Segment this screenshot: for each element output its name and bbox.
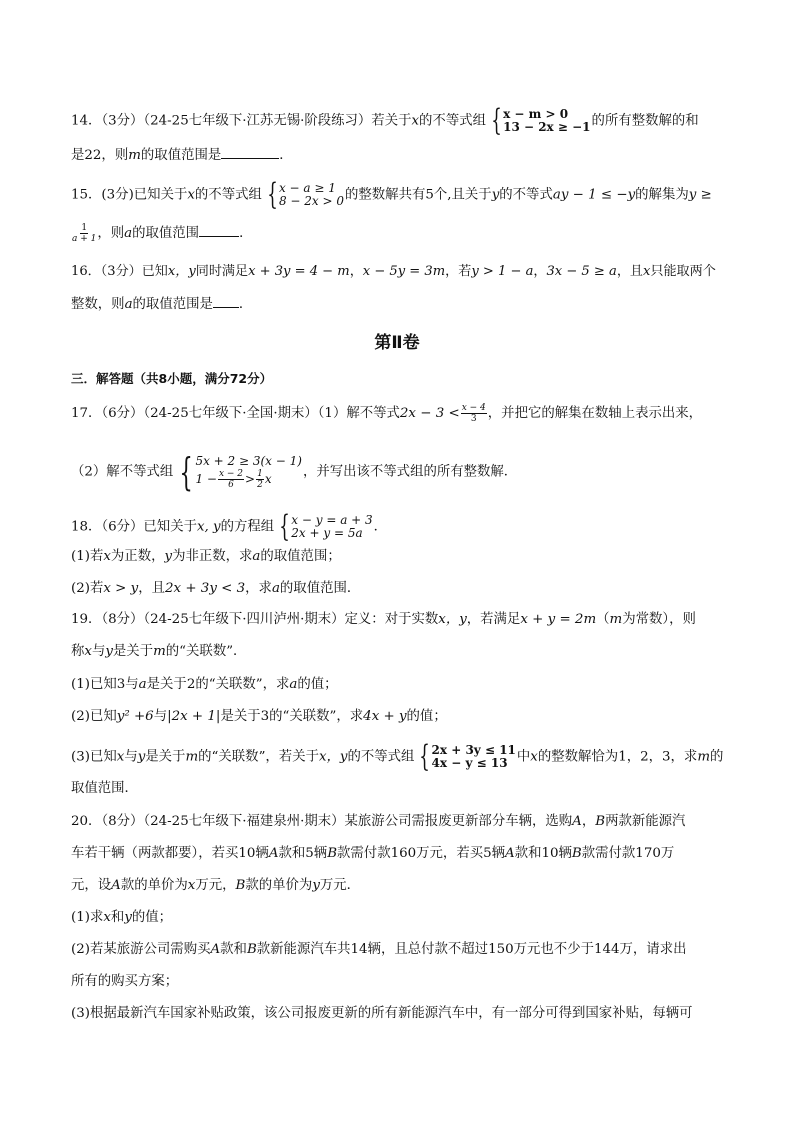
q20-part2-line2 <box>71 972 726 992</box>
q20-B2: B <box>327 846 338 861</box>
q18-head: 18．（6分）已知关于 <box>71 519 197 535</box>
left-brace-icon: { <box>491 103 502 138</box>
q15-frac-den: a + 1 <box>72 234 97 244</box>
q19-paren-b: 为常数），则 <box>622 612 696 627</box>
q19-p2b: 与 <box>153 709 168 724</box>
q20-line3 <box>71 876 726 896</box>
q20-line3c: 万元， <box>195 878 236 893</box>
q19-m2: m <box>153 644 166 659</box>
q19-p3x2: x <box>530 749 538 765</box>
q19-part3-line2 <box>71 779 726 799</box>
q18-p2a2: a <box>271 581 280 596</box>
q15-line2 <box>71 222 726 244</box>
q20-p2B: B <box>246 942 257 957</box>
q15-frac-num: 1 <box>81 223 88 233</box>
q19-p2e3: 4x + y <box>363 709 407 724</box>
q20-line2e: 款需付款170万 <box>581 846 675 861</box>
q18-p2c1: x > y <box>103 581 139 596</box>
q18-vars-xy: x, y <box>196 519 221 535</box>
q19-p3d: 的“关联数”，若关于 <box>198 749 319 765</box>
q18-line1 <box>71 509 726 544</box>
q19-p3c: 是关于 <box>145 749 186 765</box>
q18-p1y: y <box>164 549 173 564</box>
q18-mid: 的方程组 <box>220 519 275 535</box>
q17-inequality-system <box>174 450 302 494</box>
q17-line2a: （2）解不等式组 <box>71 464 174 480</box>
q16-vars-xy: x，y <box>167 264 196 279</box>
q16-line2a: 整数，则 <box>71 297 125 312</box>
q20-B3: B <box>571 846 582 861</box>
q20-p1y: y <box>124 910 132 925</box>
q19-mid: ，若满足 <box>466 612 521 627</box>
left-brace-icon: { <box>267 177 278 212</box>
q20-line3d: 款的单价为 <box>245 878 313 893</box>
q19-line1 <box>71 610 726 630</box>
q20-line1c: 两款新能源汽 <box>605 814 686 829</box>
q19-ineq2: 4x − y ≤ 13 <box>431 756 508 770</box>
q15-var-a: a <box>124 226 133 241</box>
q19-paren-a: （ <box>596 612 610 627</box>
q17-ineq1: 5x + 2 ≥ 3(x − 1) <box>195 454 302 468</box>
q15-line1 <box>71 177 726 212</box>
q15-fraction <box>72 223 96 244</box>
q19-var-m: m <box>609 612 623 627</box>
q20-p2b: 款和 <box>220 942 247 957</box>
q19-p3g: 的整数解恰为1，2，3，求 <box>537 749 698 765</box>
q19-line2d: 的“关联数”． <box>165 644 247 659</box>
q20-A: A <box>572 814 582 829</box>
q14-line1 <box>71 103 726 138</box>
q15-var-y: y <box>491 187 500 203</box>
q15-inequality-system <box>263 177 345 212</box>
q20-p1c: 的值； <box>131 910 173 925</box>
q20-A2: A <box>268 846 279 861</box>
q14-end: ． <box>279 148 293 163</box>
q15-answer-blank[interactable] <box>199 222 239 237</box>
q19-line2 <box>71 642 726 662</box>
q20-A4: A <box>111 878 121 893</box>
q14-line2 <box>71 144 726 166</box>
q17-expr: 2x − 3 < <box>399 406 460 421</box>
q19-p3x: x <box>116 749 125 765</box>
q20-line1 <box>71 812 726 832</box>
part-title: 第Ⅱ卷 <box>374 333 420 353</box>
q15-ineq3: ay − 1 ≤ −y <box>552 187 636 203</box>
q19-p3e: 的不等式组 <box>347 749 415 765</box>
q15-end: ． <box>239 226 253 241</box>
q20-line1a: 20．（8分）（24-25七年级下·福建泉州·期末）某旅游公司需报废更新部分车辆，选购 <box>71 814 573 829</box>
q15-var-x: x <box>187 187 195 203</box>
q18-end: ． <box>373 519 388 535</box>
q18-eq1: x − y = a + 3 <box>291 513 373 527</box>
q20-p1b: 和 <box>110 910 125 925</box>
q15-mid4: 的解集为 <box>635 187 689 203</box>
q20-line1b: ， <box>581 814 596 829</box>
q17-head: 17．（6分）（24-25七年级下·全国·期末）（1）解不等式 <box>71 406 400 421</box>
q17-ineq2-den: 6 <box>228 480 234 490</box>
q16-tail: 只能取两个 <box>650 264 716 279</box>
q17-ineq2a: 1 − <box>195 472 217 486</box>
q20-part3 <box>71 1004 726 1024</box>
q17-tail: ，并把它的解集在数轴上表示出来， <box>487 406 703 421</box>
q19-p2c: 是关于3的“关联数”，求 <box>220 709 364 724</box>
left-brace-icon: { <box>279 509 290 544</box>
left-brace-icon: { <box>179 450 194 494</box>
q18-equation-system <box>275 509 373 544</box>
q20-y: y <box>312 878 320 893</box>
q19-p3a: (3)已知 <box>71 749 117 765</box>
q19-p1a: (1)已知3与 <box>71 677 139 692</box>
q19-p2a: (2)已知 <box>71 709 117 724</box>
q18-p2d: 的取值范围． <box>279 581 361 596</box>
q20-p1a: (1)求 <box>71 910 104 925</box>
q20-line2a: 车若干辆（两款都要），若买10辆 <box>71 846 269 861</box>
q15-mid3: 的不等式 <box>499 187 553 203</box>
q20-p1x: x <box>103 910 111 925</box>
q17-fraction <box>461 403 487 424</box>
q16-eq2: x − 5y = 3m <box>362 264 446 279</box>
q18-p1c: 为非正数，求 <box>172 549 253 564</box>
q19-part2 <box>71 707 726 727</box>
q20-part1 <box>71 908 726 928</box>
q18-p1a: (1)若 <box>71 549 104 564</box>
q20-B4: B <box>235 878 246 893</box>
q16-cond1: y > 1 − a <box>471 264 534 279</box>
q17-ineq2-num: x − 2 <box>218 469 244 479</box>
q17-half-den: 2 <box>257 480 263 490</box>
q19-x2: x <box>84 644 92 659</box>
q18-p1b: 为正数， <box>110 549 165 564</box>
q16-line1 <box>71 262 726 282</box>
q19-vars-xy: x，y <box>438 612 467 627</box>
q19-eq: x + y = 2m <box>520 612 597 627</box>
q17-line2 <box>71 450 726 494</box>
q17-ineq2d: x <box>264 472 272 486</box>
q16-mid: 同时满足 <box>195 264 249 279</box>
q20-x: x <box>187 878 196 893</box>
q19-p3y: y <box>137 749 146 765</box>
q17-line1 <box>71 403 726 424</box>
q19-part3 <box>71 739 726 774</box>
q16-sep1: ， <box>349 264 363 279</box>
q15-mid2: 的整数解共有5个,且关于 <box>345 187 492 203</box>
q20-line3b: 款的单价为 <box>120 878 188 893</box>
q16-cond2: 3x − 5 ≥ a <box>546 264 617 279</box>
q17-line2b: ，并写出该不等式组的所有整数解． <box>302 464 518 480</box>
q15-ineq2: 8 − 2x > 0 <box>278 194 345 208</box>
q19-p3b: 与 <box>124 749 138 765</box>
q19-part1 <box>71 675 726 695</box>
q14-var-m: m <box>128 148 141 163</box>
q18-p1a2: a <box>252 549 261 564</box>
q16-head: 16．（3分）已知 <box>71 264 168 279</box>
q14-mid: 的不等式组 <box>419 113 486 129</box>
q16-var-x: x <box>643 264 651 279</box>
q19-p2d: 的值； <box>406 709 447 724</box>
q19-p3m2: m <box>697 749 711 765</box>
q14-inequality-system <box>487 103 591 138</box>
q16-mid3: ，且 <box>616 264 643 279</box>
q18-p2a: (2)若 <box>71 581 104 596</box>
q15-ge: y ≥ <box>688 187 712 203</box>
q17-frac-num: x − 4 <box>461 403 486 413</box>
q20-B: B <box>595 814 606 829</box>
q20-line3e: 万元． <box>319 878 361 893</box>
q19-p3f: 中 <box>516 749 531 765</box>
q20-A3: A <box>505 846 515 861</box>
q17-ineq2b: > <box>245 472 256 486</box>
q16-mid2: ，若 <box>445 264 472 279</box>
q18-eq2: 2x + y = 5a <box>291 526 363 540</box>
q19-line2a: 称 <box>71 644 85 659</box>
q16-line2b: 的取值范围是 <box>132 297 213 312</box>
q16-end: ． <box>238 297 253 312</box>
q17-half-num: 1 <box>257 469 263 479</box>
q17-frac-den: 3 <box>470 414 477 424</box>
q20-part2 <box>71 940 726 960</box>
q14-ineq1: x − m > 0 <box>503 107 569 121</box>
q19-y2: y <box>105 644 113 659</box>
q14-line2a: 是22，则 <box>71 148 129 163</box>
q19-p3line2: 取值范围． <box>71 781 138 796</box>
q16-answer-blank[interactable] <box>213 293 239 308</box>
left-brace-icon: { <box>419 739 431 774</box>
q20-p2line2: 所有的购买方案； <box>71 974 179 989</box>
q14-answer-blank[interactable] <box>221 144 279 159</box>
q20-line2d: 款和10辆 <box>514 846 572 861</box>
q20-line3a: 元，设 <box>71 878 112 893</box>
q14-head: 14．（3分）（24-25七年级下·江苏无锡·阶段练习）若关于 <box>71 113 412 129</box>
q19-p3xy: x，y <box>318 749 348 765</box>
q20-p3: (3)根据最新汽车国家补贴政策，该公司报废更新的所有新能源汽车中，有一部分可得到国家补贴，每辆可 <box>71 1006 693 1021</box>
q18-p1x: x <box>103 549 111 564</box>
q17-half-fraction <box>256 469 264 490</box>
q14-ineq2: 13 − 2x ≥ −1 <box>503 120 591 134</box>
section-heading: 三．解答题（共8小题，满分72分） <box>71 371 273 386</box>
q19-p3m: m <box>185 749 199 765</box>
q18-part1 <box>71 547 726 567</box>
q20-p2A: A <box>210 942 221 957</box>
q19-p2e1: y² +6 <box>116 709 154 724</box>
q20-p2c: 款新能源汽车共14辆，且总付款不超过150万元也不少于144万，请求出 <box>256 942 687 957</box>
q18-part2 <box>71 579 726 599</box>
q15-mid: 的不等式组 <box>194 187 262 203</box>
q19-p2e2: |2x + 1| <box>167 709 221 724</box>
q16-var-a: a <box>124 297 133 312</box>
q16-sep2: ， <box>533 264 547 279</box>
q16-eq1: x + 3y = 4 − m <box>248 264 350 279</box>
q14-line2b: 的取值范围是 <box>140 148 222 163</box>
q18-p2b: ，且 <box>138 581 165 596</box>
q19-line2b: 与 <box>91 644 106 659</box>
q15-head: 15．(3分)已知关于 <box>71 187 188 203</box>
q19-p3h: 的 <box>710 749 724 765</box>
q20-p2a: (2)若某旅游公司需购买 <box>71 942 211 957</box>
q20-line2b: 款和5辆 <box>278 846 328 861</box>
q15-line2b: 的取值范围 <box>132 226 200 241</box>
q14-var-x: x <box>411 113 420 129</box>
q19-p1v: a <box>138 677 147 692</box>
q19-p1b: 是关于2的“关联数”，求 <box>146 677 290 692</box>
q19-p1c: 的值； <box>297 677 338 692</box>
q18-p2c: ，求 <box>245 581 272 596</box>
q19-ineq1: 2x + 3y ≤ 11 <box>431 743 516 757</box>
q20-line2 <box>71 844 726 864</box>
q16-line2 <box>71 293 726 315</box>
q19-inequality-system <box>415 739 516 774</box>
q18-p2c2: 2x + 3y < 3 <box>165 581 246 596</box>
q15-ineq1: x − a ≥ 1 <box>278 181 336 195</box>
q19-p1v2: a <box>289 677 298 692</box>
q14-tail: 的所有整数解的和 <box>591 113 699 129</box>
q20-line2c: 款需付款160万元，若买5辆 <box>337 846 506 861</box>
q19-line2c: 是关于 <box>112 644 154 659</box>
q19-head: 19．（8分）（24-25七年级下·四川泸州·期末）定义：对于实数 <box>71 612 439 627</box>
q15-line2a: ，则 <box>97 226 125 241</box>
q18-p1d: 的取值范围； <box>260 549 341 564</box>
q17-ineq2-fraction <box>218 469 244 490</box>
